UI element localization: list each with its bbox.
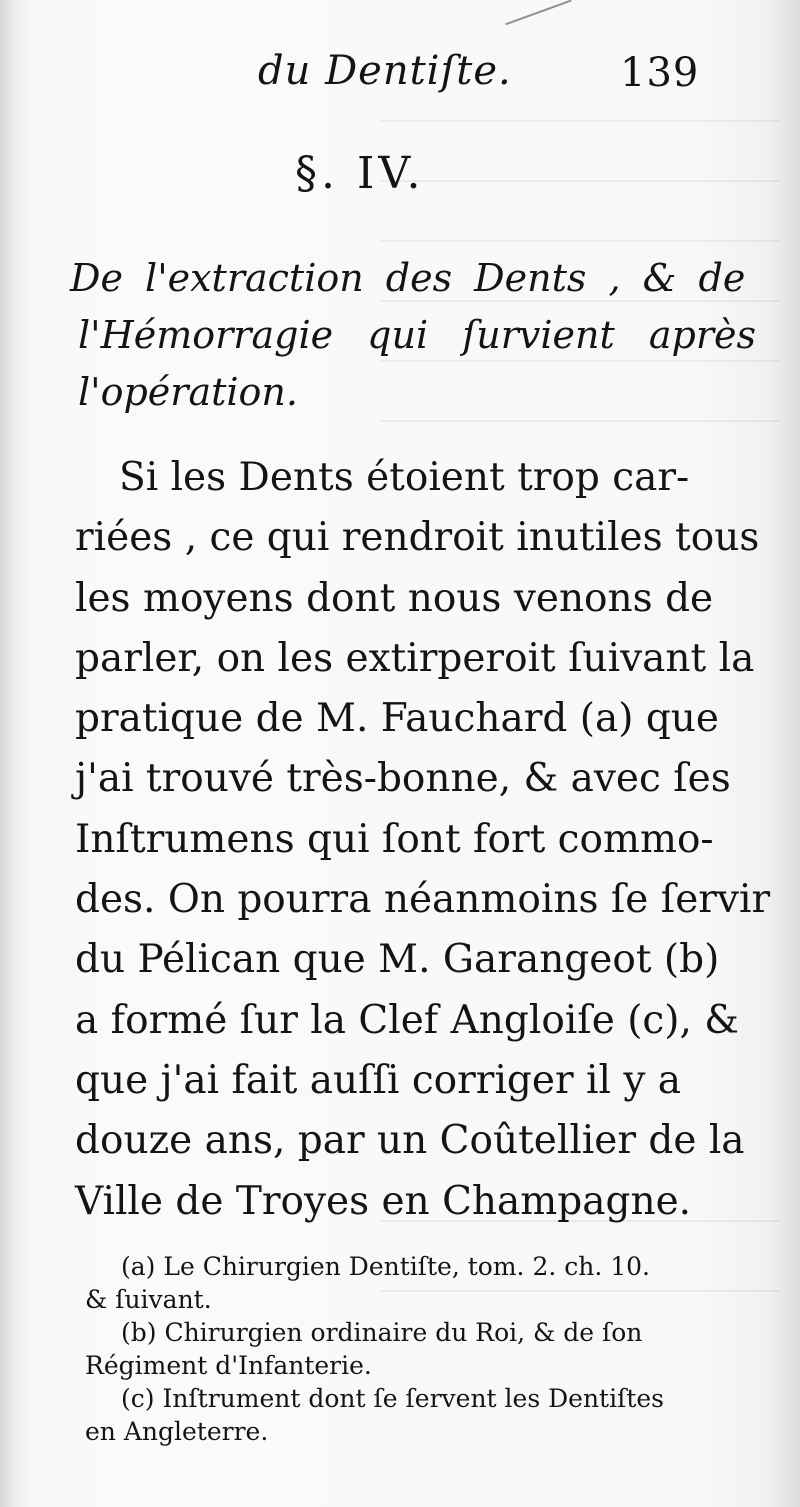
footnote-line: (c) Inſtrument dont ſe ſervent les Dentiſtes <box>121 1384 665 1413</box>
bleed-through-line <box>380 240 780 242</box>
chapter-title-line: De l'extraction des Dents , & de <box>70 256 746 300</box>
bleed-through-line <box>380 120 780 122</box>
body-line: j'ai trouvé très-bonne, & avec ſes <box>75 756 731 802</box>
body-line: Ville de Troyes en Champagne. <box>75 1178 692 1224</box>
body-line: pratique de M. Fauchard (a) que <box>75 696 719 742</box>
chapter-title-line: l'Hémorragie qui ſurvient après <box>78 313 756 357</box>
body-line: des. On pourra néanmoins ſe ſervir <box>75 877 771 923</box>
body-line: Si les Dents étoient trop car- <box>119 455 690 500</box>
running-title: du Dentiſte. <box>258 48 512 94</box>
footnote-line: (a) Le Chirurgien Dentiſte, tom. 2. ch. 10. <box>121 1252 650 1281</box>
footnote-line: (b) Chirurgien ordinaire du Roi, & de ſon <box>121 1318 643 1347</box>
footnote-line: Régiment d'Infanterie. <box>85 1351 372 1380</box>
section-number: §. IV. <box>295 148 425 199</box>
body-line: les moyens dont nous venons de <box>75 575 714 621</box>
footnote-line: & ſuivant. <box>85 1285 212 1314</box>
page-number: 139 <box>620 50 700 96</box>
body-line: que j'ai fait auſſi corriger il y a <box>75 1057 682 1103</box>
pencil-mark <box>498 0 571 25</box>
chapter-title-line: l'opération. <box>78 370 298 414</box>
body-line: a formé ſur la Clef Angloiſe (c), & <box>75 997 739 1043</box>
body-line: Inſtrumens qui ſont fort commo- <box>75 816 714 862</box>
body-line: parler, on les extirperoit ſuivant la <box>75 635 755 681</box>
body-line: douze ans, par un Coûtellier de la <box>75 1118 745 1164</box>
footnote-line: en Angleterre. <box>85 1417 269 1446</box>
bleed-through-line <box>380 180 780 182</box>
body-paragraph <box>75 448 771 1232</box>
body-line: du Pélican que M. Garangeot (b) <box>75 937 720 983</box>
body-line: riées , ce qui rendroit inutiles tous <box>75 515 760 561</box>
chapter-title <box>70 250 756 421</box>
footnotes <box>85 1250 775 1448</box>
running-head <box>0 48 800 108</box>
